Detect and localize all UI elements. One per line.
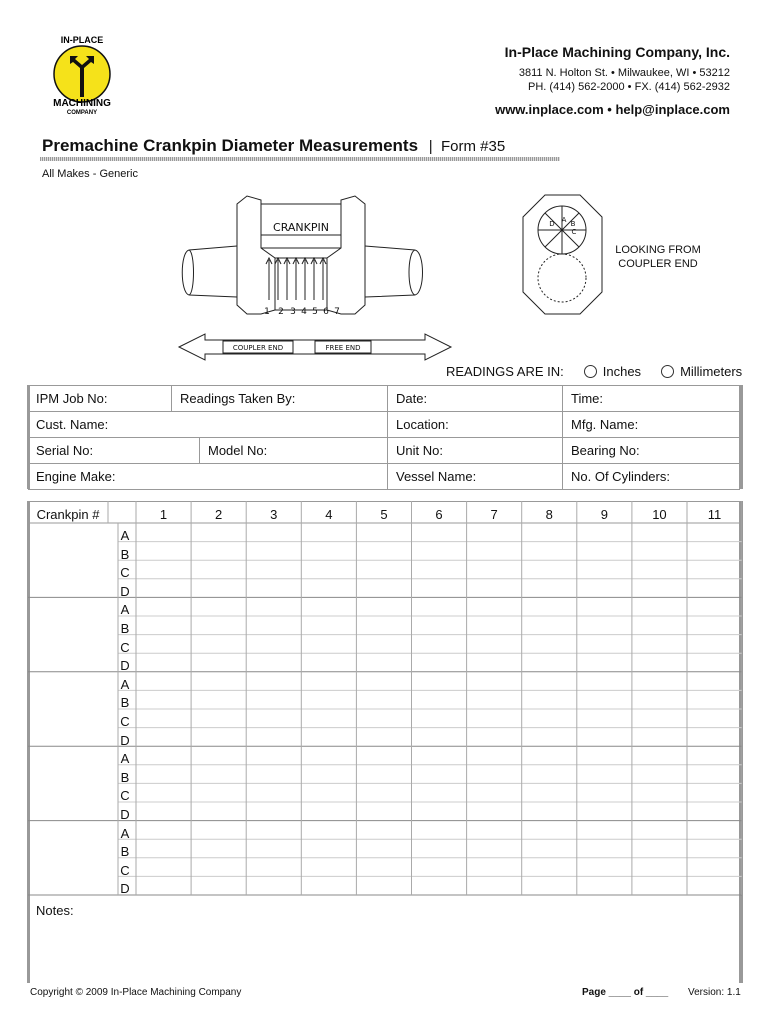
cylinders-field[interactable]: No. Of Cylinders: bbox=[563, 464, 740, 490]
bearing-no-field[interactable]: Bearing No: bbox=[563, 438, 740, 464]
position-1: 1 bbox=[264, 307, 270, 317]
row-point-d: D bbox=[120, 881, 130, 897]
job-no-field[interactable]: IPM Job No: bbox=[28, 386, 172, 412]
position-6: 6 bbox=[323, 307, 329, 317]
logo-line3: COMPANY bbox=[66, 110, 98, 116]
row-point-a: A bbox=[120, 602, 130, 618]
column-header-9: 9 bbox=[600, 507, 608, 522]
row-point-a: A bbox=[120, 676, 130, 692]
crankpin-label: CRANKPIN bbox=[273, 221, 329, 234]
row-point-c: C bbox=[120, 639, 130, 655]
company-web[interactable]: www.inplace.com • help@inplace.com bbox=[495, 102, 730, 117]
logo-line2: MACHINING bbox=[53, 98, 111, 109]
column-header-10: 10 bbox=[652, 507, 667, 522]
readings-label: READINGS ARE IN: bbox=[446, 364, 564, 379]
position-2: 2 bbox=[278, 307, 284, 317]
end-view-diagram bbox=[520, 192, 605, 317]
row-point-a: A bbox=[120, 825, 130, 841]
inches-label: Inches bbox=[602, 364, 642, 379]
crankpin-header: Crankpin # bbox=[36, 507, 100, 522]
mfg-name-field[interactable]: Mfg. Name: bbox=[563, 412, 740, 438]
column-header-5: 5 bbox=[380, 507, 388, 522]
notes-label[interactable]: Notes: bbox=[36, 903, 74, 918]
engine-make-field[interactable]: Engine Make: bbox=[28, 464, 388, 490]
crankpin-diagram bbox=[175, 190, 455, 365]
millimeters-radio[interactable] bbox=[661, 365, 674, 378]
row-point-c: C bbox=[120, 565, 130, 581]
footer-copyright: Copyright © 2009 In-Place Machining Company bbox=[30, 987, 242, 998]
row-point-d: D bbox=[120, 658, 130, 674]
unit-no-field[interactable]: Unit No: bbox=[388, 438, 563, 464]
date-field[interactable]: Date: bbox=[388, 386, 563, 412]
company-logo bbox=[40, 34, 124, 116]
subtitle: All Makes - Generic bbox=[42, 168, 138, 180]
millimeters-label: Millimeters bbox=[680, 364, 743, 379]
company-block bbox=[495, 44, 730, 117]
model-no-field[interactable]: Model No: bbox=[200, 438, 388, 464]
row-point-a: A bbox=[120, 751, 130, 767]
job-info-table bbox=[28, 385, 740, 490]
row-point-c: C bbox=[120, 862, 130, 878]
coupler-end-label: COUPLER END bbox=[232, 344, 284, 352]
row-point-a: A bbox=[120, 528, 130, 543]
column-header-6: 6 bbox=[435, 507, 443, 522]
title-rule bbox=[40, 157, 560, 161]
position-3: 3 bbox=[290, 307, 296, 317]
readings-unit bbox=[446, 364, 742, 379]
free-end-label: FREE END bbox=[325, 344, 361, 352]
column-header-8: 8 bbox=[545, 507, 553, 522]
position-4: 4 bbox=[301, 307, 307, 317]
row-point-d: D bbox=[120, 807, 130, 822]
time-field[interactable]: Time: bbox=[563, 386, 740, 412]
title-text: Premachine Crankpin Diameter Measurements bbox=[42, 136, 419, 155]
cust-name-field[interactable]: Cust. Name: bbox=[28, 412, 388, 438]
row-point-b: B bbox=[120, 695, 130, 711]
row-point-c: C bbox=[120, 714, 130, 729]
company-name: In-Place Machining Company, Inc. bbox=[504, 44, 730, 60]
looking-from-label: LOOKING FROM COUPLER END bbox=[615, 244, 701, 270]
vessel-name-field[interactable]: Vessel Name: bbox=[388, 464, 563, 490]
position-7: 7 bbox=[334, 307, 340, 317]
column-header-11: 11 bbox=[707, 507, 722, 522]
form-number: Form #35 bbox=[441, 138, 506, 155]
taken-by-field[interactable]: Readings Taken By: bbox=[172, 386, 388, 412]
row-point-b: B bbox=[120, 621, 130, 636]
row-point-c: C bbox=[120, 788, 130, 804]
footer-version: Version: 1.1 bbox=[688, 987, 741, 998]
column-header-1: 1 bbox=[159, 507, 168, 522]
point-b: B bbox=[570, 220, 576, 228]
row-point-b: B bbox=[120, 844, 130, 860]
page-title: Premachine Crankpin Diameter Measurements | Form #35 bbox=[42, 136, 506, 155]
row-point-b: B bbox=[120, 546, 130, 562]
column-header-4: 4 bbox=[325, 507, 333, 522]
footer-page: Page ____ of ____ bbox=[582, 987, 669, 998]
row-point-d: D bbox=[120, 583, 130, 599]
column-header-7: 7 bbox=[490, 507, 498, 522]
position-5: 5 bbox=[312, 307, 318, 317]
serial-no-field[interactable]: Serial No: bbox=[28, 438, 200, 464]
logo-line1: IN-PLACE bbox=[60, 35, 104, 45]
column-header-3: 3 bbox=[270, 507, 278, 522]
point-a: A bbox=[561, 216, 567, 224]
point-c: C bbox=[571, 228, 577, 236]
grid-lines bbox=[28, 501, 742, 983]
inches-radio[interactable] bbox=[584, 365, 597, 378]
location-field[interactable]: Location: bbox=[388, 412, 563, 438]
point-d: D bbox=[549, 220, 555, 228]
row-point-d: D bbox=[120, 732, 130, 748]
company-phone: PH. (414) 562-2000 • FX. (414) 562-2932 bbox=[528, 81, 730, 93]
company-address: 3811 N. Holton St. • Milwaukee, WI • 53212 bbox=[518, 67, 730, 79]
measurement-grid bbox=[28, 501, 742, 983]
row-point-b: B bbox=[120, 769, 130, 785]
column-header-2: 2 bbox=[215, 507, 223, 522]
